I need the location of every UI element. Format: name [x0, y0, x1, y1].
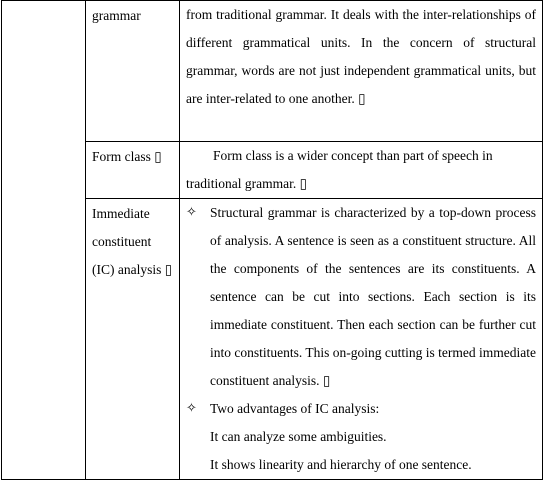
term-cell: [86, 1, 180, 142]
term-label: Immediate constituent (IC) analysis ▯: [92, 206, 173, 277]
diamond-bullet-icon: ✧: [186, 205, 197, 220]
term-cell: [86, 199, 180, 480]
term-label: Form class ▯: [92, 149, 162, 164]
diamond-bullet-icon: ✧: [186, 401, 197, 416]
bullet-text: Structural grammar is characterized by a top-down process of analysis. A sentence is seen as a constituent structure. All the components of the sentences are its constituents. A sentence can be cut into sections. Each section is its immediate constituent. Then each section can be further cut into constituents. This on-going cutting is termed immediate constituent analysis. ▯: [210, 205, 536, 388]
bullet-item: [186, 395, 536, 423]
term-label: grammar: [92, 8, 141, 23]
definition-cell: [180, 142, 543, 199]
term-cell: [86, 142, 180, 199]
definition-text: Form class is a wider concept than part of speech in traditional grammar. ▯: [186, 148, 493, 191]
definition-text: from traditional grammar. It deals with the inter-relationships of different grammatical units. In the concern of structural grammar, words are not just independent grammatical units, but are inter-related to one another. ▯: [186, 7, 536, 106]
sub-point: It can analyze some ambiguities.: [210, 429, 387, 444]
blank-column-cell: [2, 1, 86, 480]
sub-point: It shows linearity and hierarchy of one sentence.: [210, 457, 472, 472]
definition-cell: [180, 1, 543, 142]
table-row: [2, 1, 543, 142]
bullet-text: Two advantages of IC analysis:: [210, 401, 380, 416]
notes-table: [1, 0, 543, 480]
bullet-item: [186, 199, 536, 395]
definition-cell: [180, 199, 543, 480]
